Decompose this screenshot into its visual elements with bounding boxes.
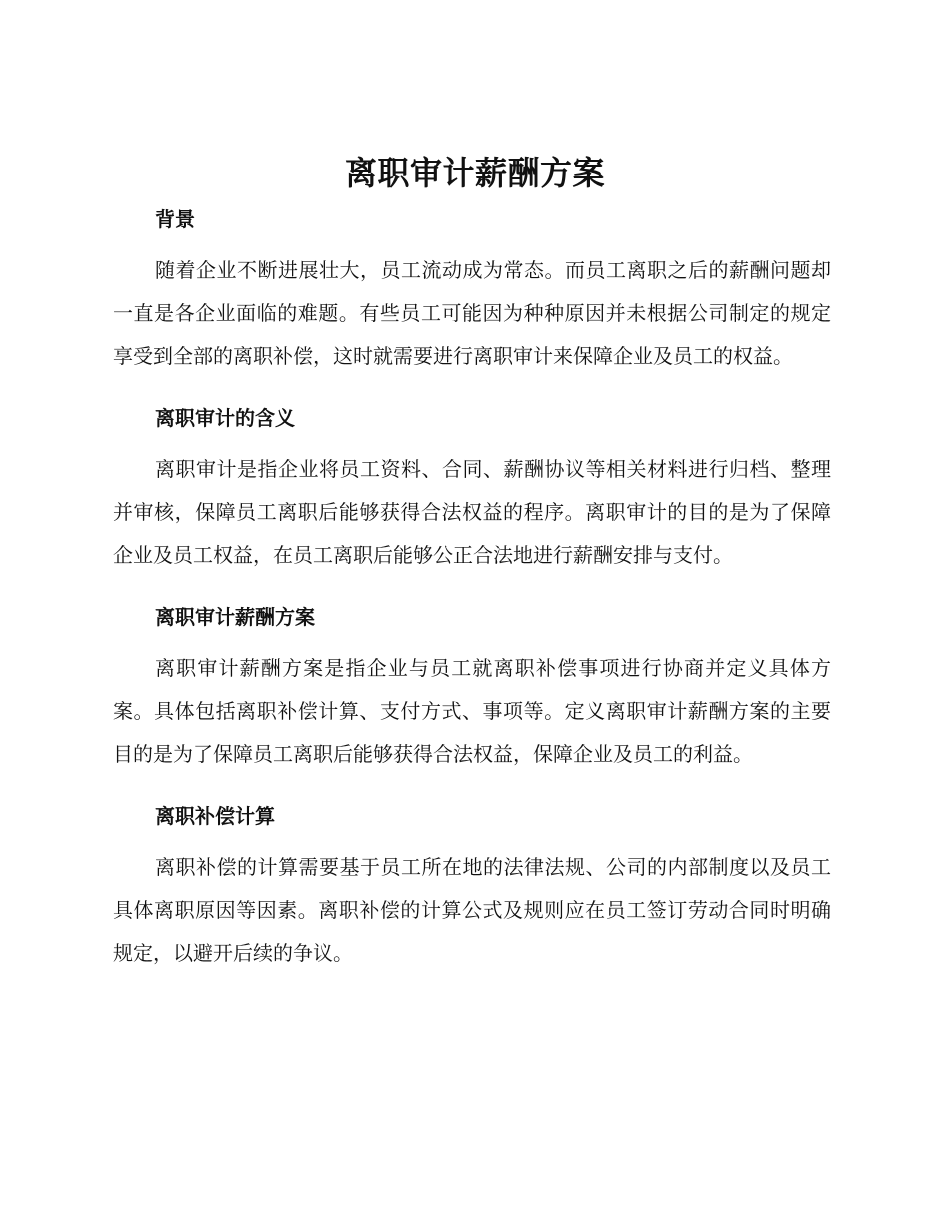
section-heading: 离职补偿计算 <box>155 804 275 828</box>
section-background <box>113 197 831 378</box>
section-compensation-calculation <box>113 794 831 975</box>
document-title: 离职审计薪酬方案 <box>344 154 605 192</box>
section-compensation-plan <box>113 595 831 776</box>
section-paragraph: 离职审计是指企业将员工资料、合同、薪酬协议等相关材料进行归档、整理并审核，保障员工离职后能够获得合法权益的程序。离职审计的目的是为了保障企业及员工权益，在员工离职后能够公正合法地进行薪酬安排与支付。 <box>113 457 831 567</box>
section-heading: 离职审计薪酬方案 <box>155 605 315 629</box>
section-paragraph: 离职补偿的计算需要基于员工所在地的法律法规、公司的内部制度以及员工具体离职原因等因素。离职补偿的计算公式及规则应在员工签订劳动合同时明确规定，以避开后续的争议。 <box>113 855 831 965</box>
section-paragraph: 随着企业不断进展壮大，员工流动成为常态。而员工离职之后的薪酬问题却一直是各企业面临的难题。有些员工可能因为种种原因并未根据公司制定的规定享受到全部的离职补偿，这时就需要进行离职审计来保障企业及员工的权益。 <box>113 258 831 368</box>
section-heading: 背景 <box>155 207 195 231</box>
section-definition <box>113 396 831 577</box>
section-heading: 离职审计的含义 <box>155 406 295 430</box>
section-paragraph: 离职审计薪酬方案是指企业与员工就离职补偿事项进行协商并定义具体方案。具体包括离职补偿计算、支付方式、事项等。定义离职审计薪酬方案的主要目的是为了保障员工离职后能够获得合法权益，保障企业及员工的利益。 <box>113 656 831 766</box>
document-content <box>113 197 831 993</box>
